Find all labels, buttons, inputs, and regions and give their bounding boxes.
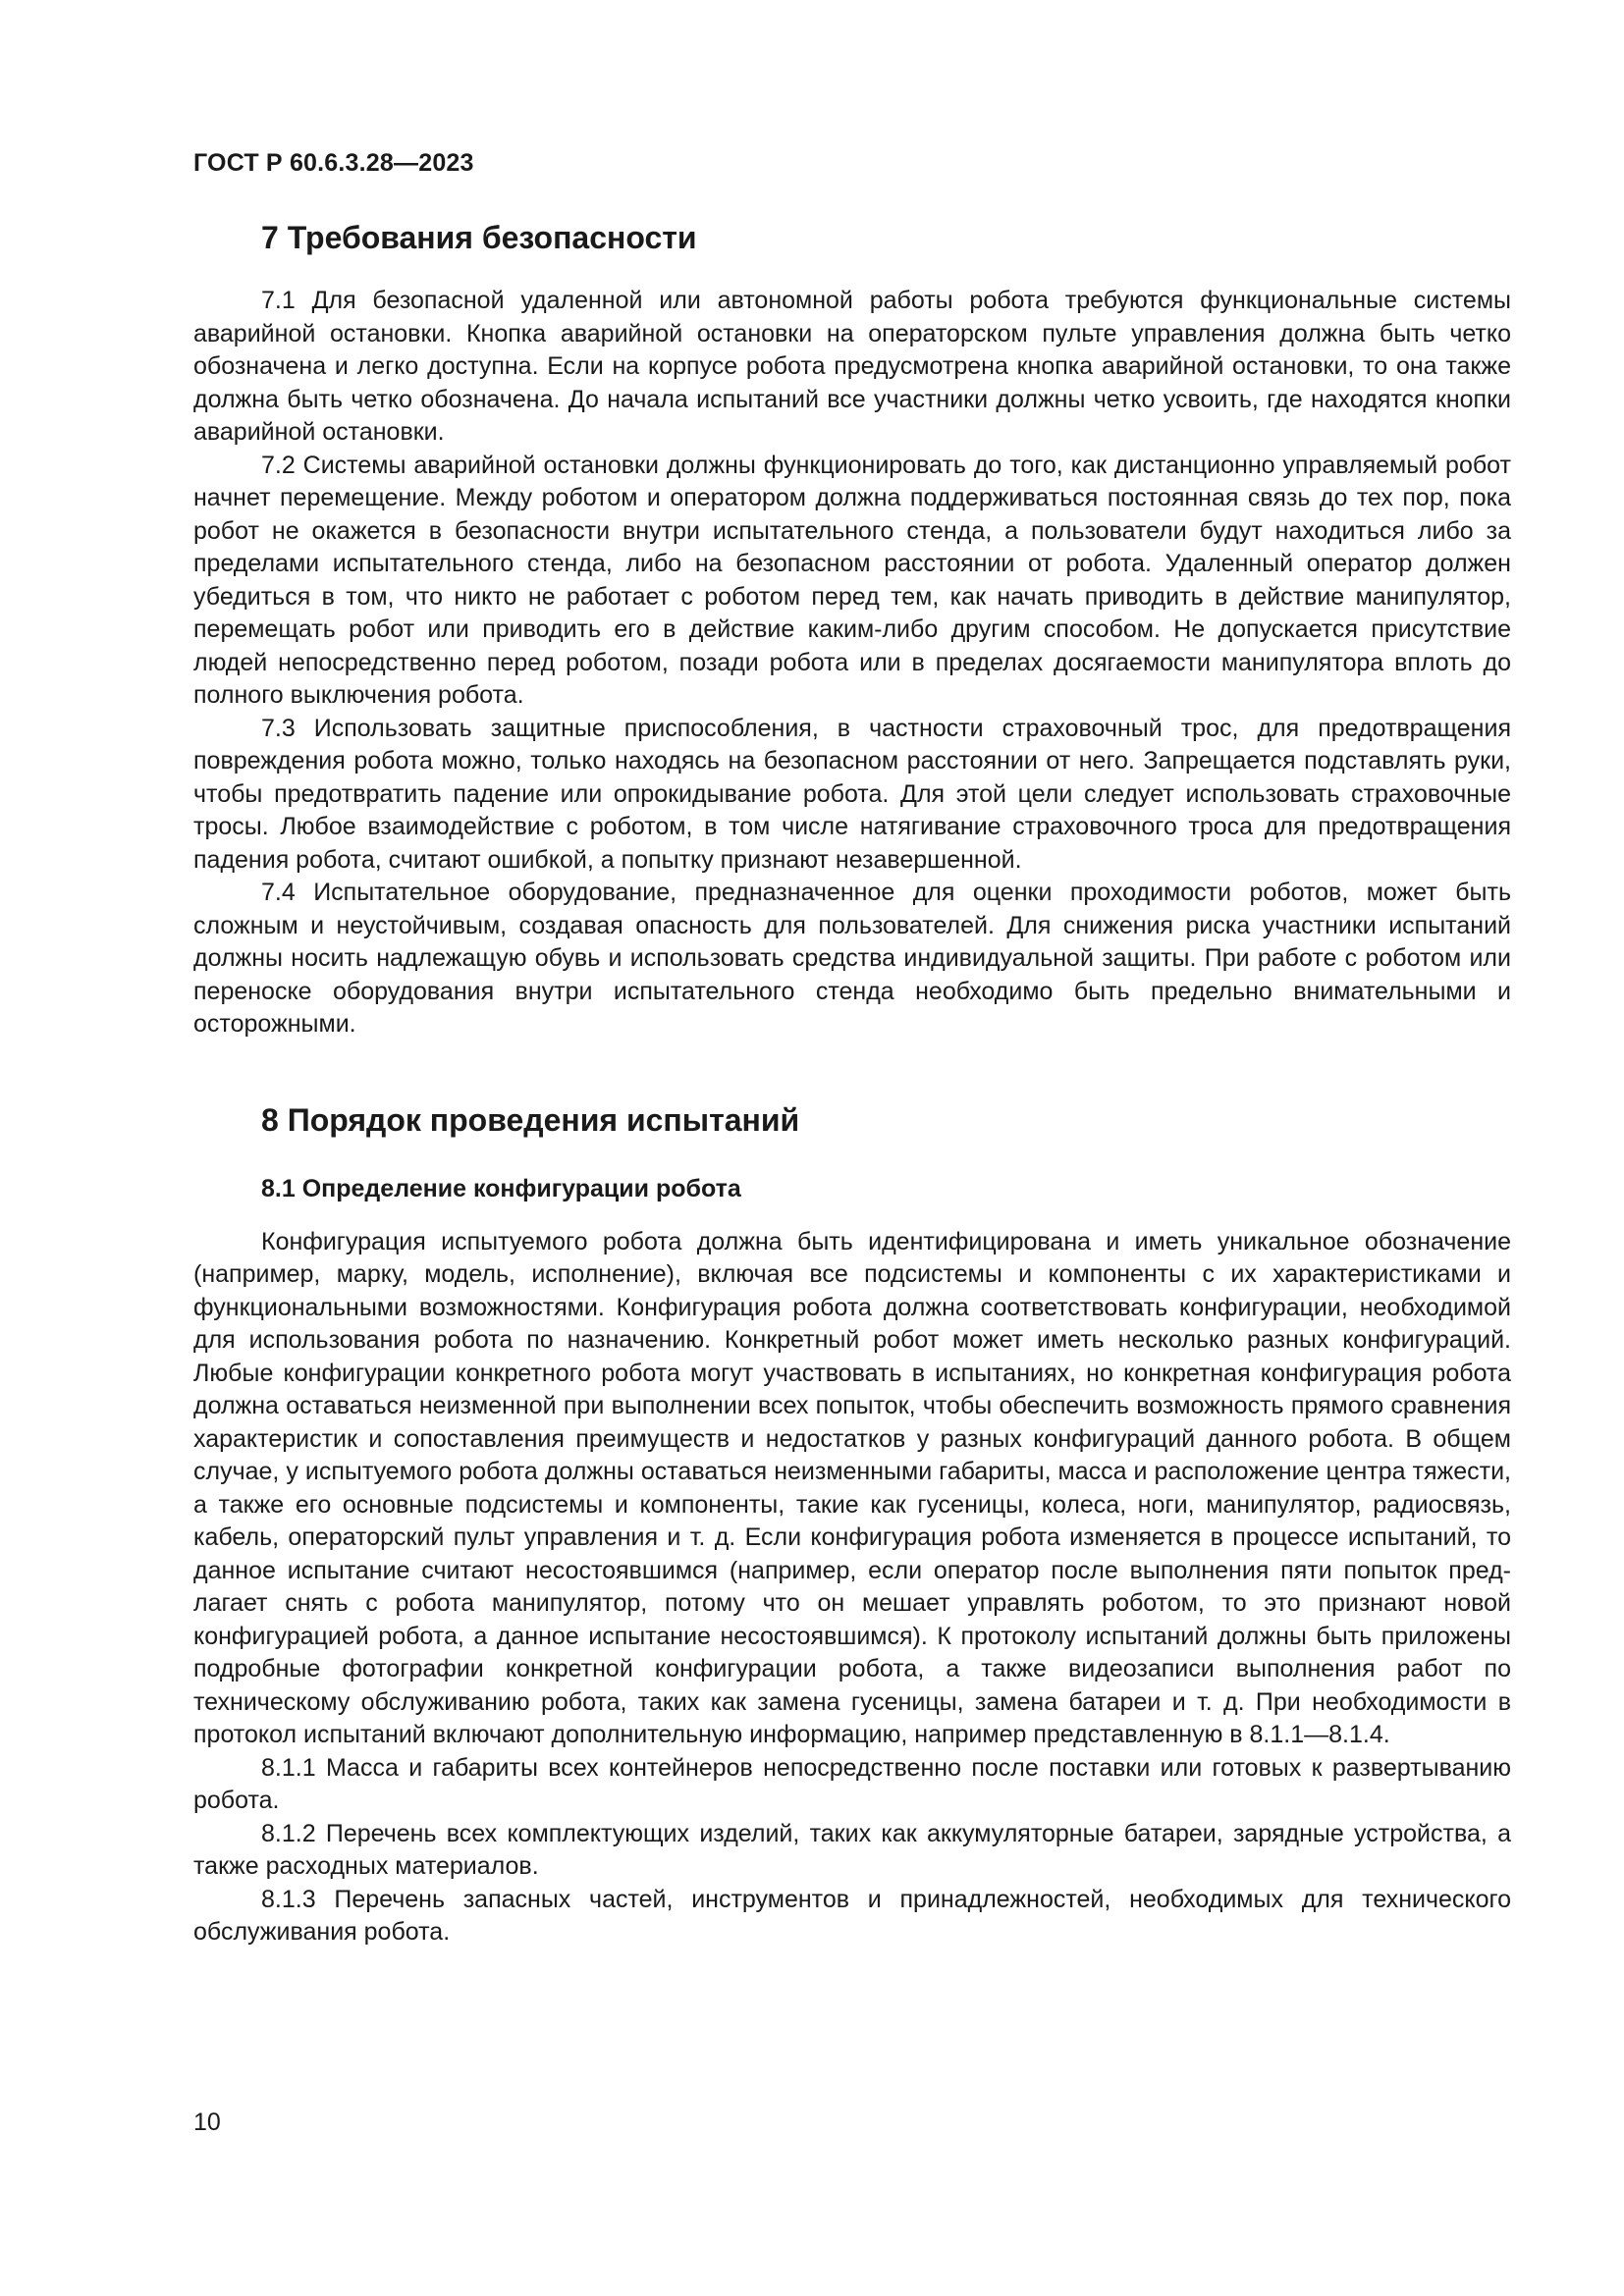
paragraph-7-4: 7.4 Испытательное оборудование, предназначенное для оценки проходимости роботов, может быть сложным и неустойчивым, создавая опасность для пользователей. Для снижения риска участники испытаний должны носить надлежащую обувь и использовать средства индивидуальной защиты. При работе с роботом или переноске оборудования внутри испытательного стенда необходимо быть предельно внимательными и осторожными. [193, 879, 1511, 1038]
section-7-title: 7 Требования безопасности [261, 220, 697, 255]
paragraph-7-1: 7.1 Для безопасной удаленной или автономной работы робота требуются функциональные системы аварийной остановки. Кнопка аварийной остановки на операторском пульте управления должна быть четко обозначена и легко доступна. Если на корпусе робота предусмотрена кнопка аварийной остановки, то она также должна быть четко обозначена. До начала испытаний все участники должны четко усвоить, где находятся кнопки аварийной остановки. [193, 287, 1511, 446]
document-header: ГОСТ Р 60.6.3.28—2023 [193, 149, 474, 177]
section-8-title: 8 Порядок проведения испытаний [261, 1101, 800, 1138]
paragraph-8-1-2: 8.1.2 Перечень всех комплектующих изделий, таких как аккумуляторные батареи, зарядные устройства, а также расходных материалов. [193, 1819, 1511, 1880]
page-number: 10 [193, 2109, 221, 2136]
subsection-8-1-title: 8.1 Определение конфигурации робота [261, 1174, 741, 1202]
document-body [193, 218, 1511, 1949]
paragraph-7-2: 7.2 Системы аварийной остановки должны функционировать до того, как дистанционно управляемый робот начнет перемещение. Между роботом и оператором должна поддерживаться постоянная связь до тех пор, пока робот не окажется в безопасности внутри испытательного стенда, а пользователи будут находиться либо за пределами испытательного стенда, либо на безопасном расстоянии от робота. Удаленный оператор должен убедиться в том, что никто не работает с роботом перед тем, как начать приводить в действие манипулятор, перемещать робот или приводить его в действие каким-либо другим способом. Не допускается присутствие людей непосредственно перед роботом, позади робота или в пределах досягаемости манипулятора вплоть до полного выключения робота. [193, 451, 1511, 709]
paragraph-7-3: 7.3 Использовать защитные приспособления, в частности страховочный трос, для предотвращения повреждения робота можно, только находясь на безопасном расстоянии от него. Запрещается подставлять руки, чтобы предотвратить падение или опрокидывание робота. Для этой цели следует использовать страховочные тросы. Любое взаимодействие с роботом, в том числе натягивание страховочного троса для предотвращения падения робота, считают ошибкой, а попытку признают незавершенной. [193, 714, 1511, 874]
paragraph-8-1-3: 8.1.3 Перечень запасных частей, инструментов и принадлежностей, необходимых для технического обслуживания робота. [193, 1885, 1511, 1946]
paragraph-8-1-intro: Конфигурация испытуемого робота должна быть идентифицирована и иметь уникальное обозначение (например, марку, модель, исполнение), включая все подсистемы и компоненты с их характеристиками и функциональными возможностями. Конфигурация робота должна соответствовать конфигурации, необходимой для использования робота по назначению. Конкретный робот может иметь несколько разных конфигураций. Любые конфигурации конкретного робота могут участвовать в испытаниях, но конкретная конфигурация робота должна оставаться неизменной при выполнении всех попыток, чтобы обеспечить возможность прямого сравнения характеристик и сопоставления преимуществ и недостатков у разных конфигураций данного робота. В общем случае, у испытуемого робота должны оставаться неизменными габариты, масса и расположение центра тяжести, а также его основные подсистемы и компоненты, такие как гусеницы, колеса, ноги, манипулятор, радиосвязь, кабель, операторский пульт управления и т. д. Если конфигурация робота изменяется в процессе испытаний, то данное испытание считают несостоявшимся (например, если оператор после выполнения пяти попыток предлагает снять с робота манипулятор, потому что он мешает управлять роботом, то это признают новой конфигурацией робота, а данное испытание несостоявшимся). К протоколу испытаний должны быть приложены подробные фотографии конкретной конфигурации робота, а также видеозаписи выполнения работ по техническому обслуживанию робота, таких как замена гусеницы, замена батареи и т. д. При необходимости в протокол испытаний включают дополнительную информацию, например представленную в 8.1.1—8.1.4. [193, 1227, 1511, 1748]
paragraph-8-1-1: 8.1.1 Масса и габариты всех контейнеров непосредственно после поставки или готовых к развертыванию робота. [193, 1753, 1511, 1814]
